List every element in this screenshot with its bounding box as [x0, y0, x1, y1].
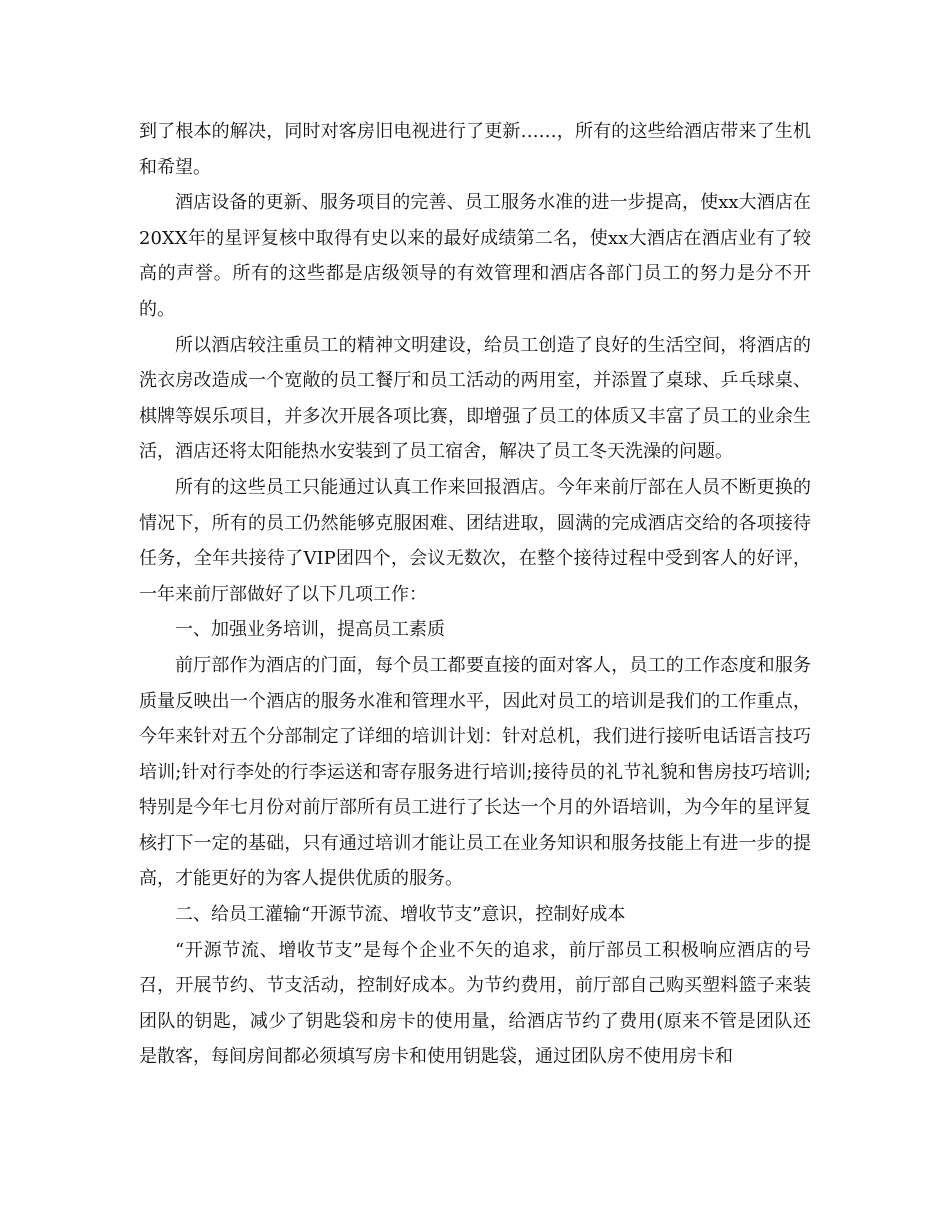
paragraph: 前厅部作为酒店的门面，每个员工都要直接的面对客人，员工的工作态度和服务质量反映出一个酒店的服务水准和管理水平，因此对员工的培训是我们的工作重点，今年来针对五个分部制定了详细的培训计划：针对总机，我们进行接听电话语言技巧培训;针对行李处的行李运送和寄存服务进行培训;接待员的礼节礼貌和售房技巧培训;特别是今年七月份对前厅部所有员工进行了长达一个月的外语培训，为今年的星评复核打下一定的基础，只有通过培训才能让员工在业务知识和服务技能上有进一步的提高，才能更好的为客人提供优质的服务。 [139, 654, 811, 890]
section-heading: 二、给员工灌输“开源节流、增收节支”意识，控制好成本 [175, 904, 626, 926]
section-heading: 一、加强业务培训，提高员工素质 [175, 619, 445, 641]
paragraph: 所以酒店较注重员工的精神文明建设，给员工创造了良好的生活空间，将酒店的洗衣房改造成一个宽敞的员工餐厅和员工活动的两用室，并添置了桌球、乒乓球桌、棋牌等娱乐项目，并多次开展各项比赛，即增强了员工的体质又丰富了员工的业余生活，酒店还将太阳能热水安装到了员工宿舍，解决了员工冬天洗澡的问题。 [139, 334, 811, 463]
paragraph: 到了根本的解决，同时对客房旧电视进行了更新……，所有的这些给酒店带来了生机和希望。 [139, 121, 811, 178]
paragraph: 所有的这些员工只能通过认真工作来回报酒店。今年来前厅部在人员不断更换的情况下，所有的员工仍然能够克服困难、团结进取，圆满的完成酒店交给的各项接待任务，全年共接待了VIP团四个，会议无数次，在整个接待过程中受到客人的好评，一年来前厅部做好了以下几项工作： [139, 476, 811, 605]
document-body [139, 114, 811, 1075]
paragraph: “开源节流、增收节支”是每个企业不矢的追求，前厅部员工积极响应酒店的号召，开展节约、节支活动，控制好成本。为节约费用，前厅部自己购买塑料篮子来装团队的钥匙，减少了钥匙袋和房卡的使用量，给酒店节约了费用(原来不管是团队还是散客，每间房间都必须填写房卡和使用钥匙袋，通过团队房不使用房卡和 [139, 939, 811, 1068]
paragraph: 酒店设备的更新、服务项目的完善、员工服务水准的进一步提高，使xx大酒店在20XX年的星评复核中取得有史以来的最好成绩第二名，使xx大酒店在酒店业有了较高的声誉。所有的这些都是店级领导的有效管理和酒店各部门员工的努力是分不开的。 [139, 192, 811, 320]
